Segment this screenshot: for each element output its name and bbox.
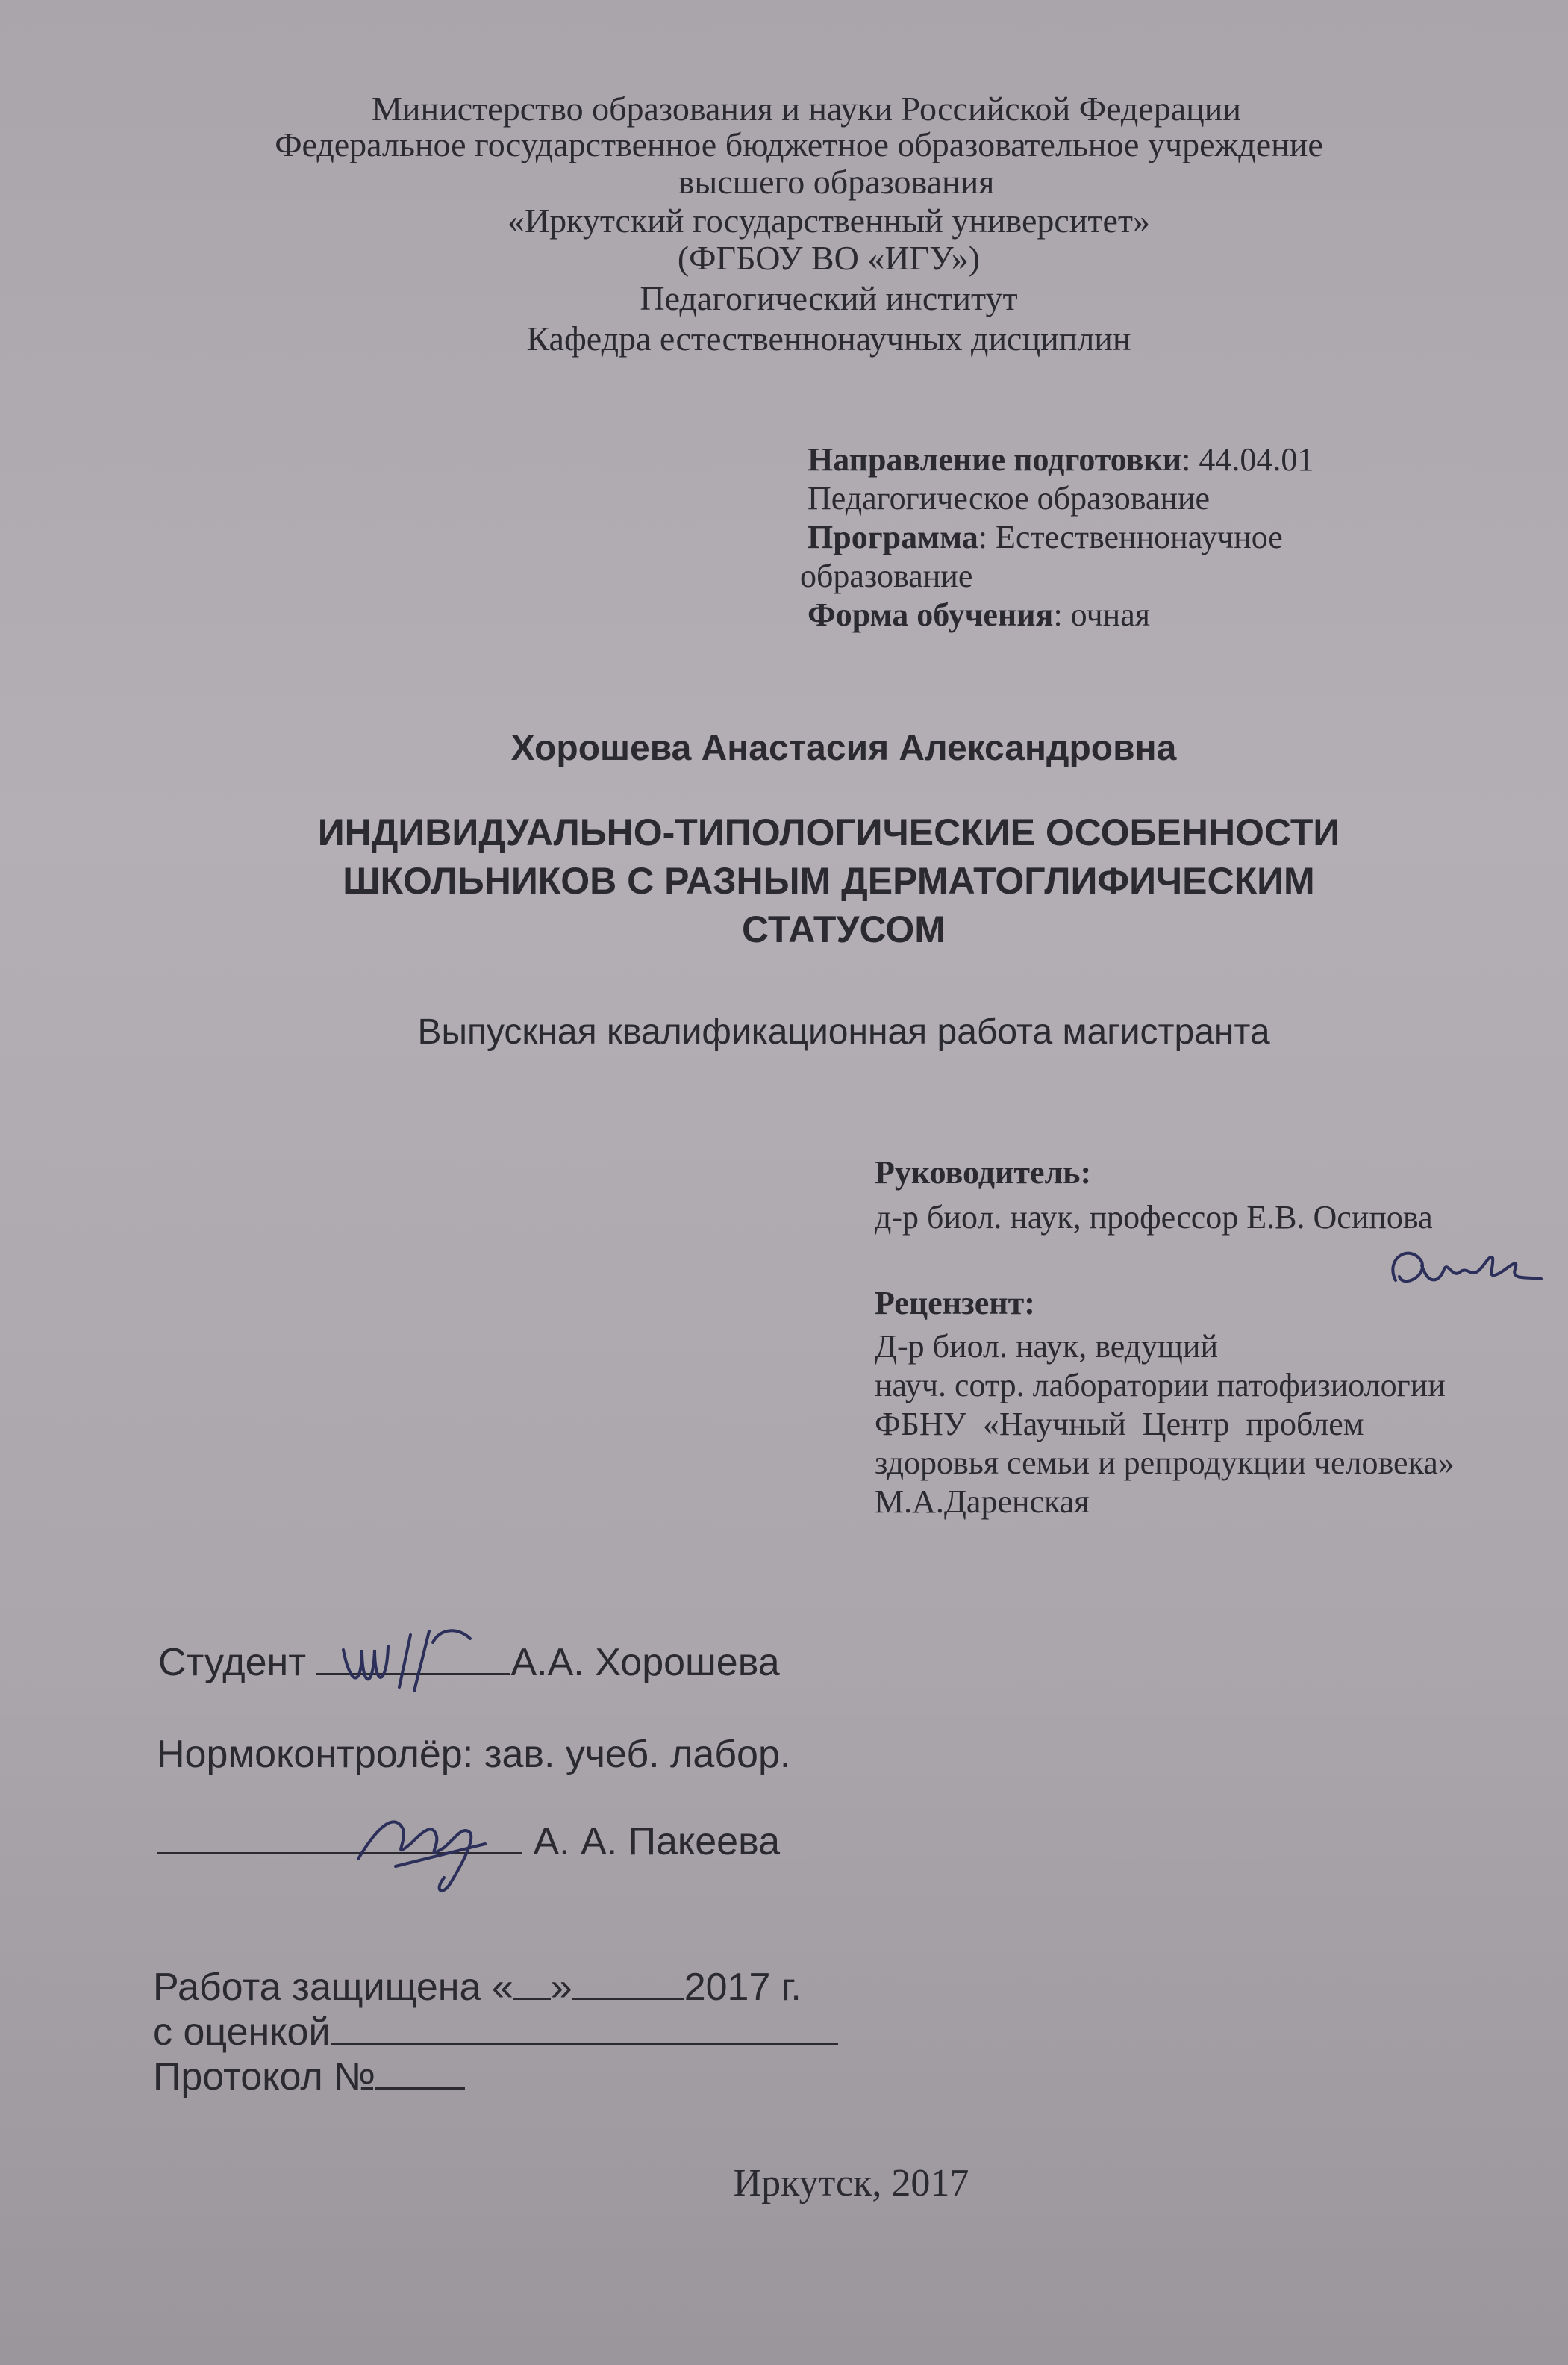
institution-line: Федеральное государственное бюджетное образовательное учреждение (275, 125, 1323, 163)
author-name: Хорошева Анастасия Александровна (510, 729, 1177, 768)
program-line (808, 518, 1314, 557)
ministry-line: Министерство образования и науки Российской Федерации (372, 90, 1241, 128)
defense-month-blank (572, 1965, 684, 2000)
department-line: Кафедра естественнонаучных дисциплин (526, 320, 1131, 358)
direction-label: Направление подготовки (808, 441, 1182, 478)
direction-name: Педагогическое образование (808, 480, 1211, 517)
reviewer-line-4: здоровья семьи и репродукции человека» (875, 1445, 1455, 1481)
protocol-line (153, 2053, 465, 2101)
grade-blank (331, 2010, 838, 2045)
reviewer-line-3: ФБНУ «Научный Центр проблем (875, 1406, 1364, 1442)
defense-year: 2017 г. (684, 1966, 802, 2009)
grade-line (153, 2008, 838, 2056)
defense-mid: » (550, 1966, 572, 2009)
study-form-line (808, 596, 1314, 635)
work-type: Выпускная квалификационная работа магистранта (417, 1012, 1270, 1052)
thesis-title-line-1: ИНДИВИДУАЛЬНО-ТИПОЛОГИЧЕСКИЕ ОСОБЕННОСТИ (317, 811, 1340, 853)
study-form-value: : очная (1053, 596, 1150, 633)
defense-line (153, 1963, 802, 2011)
reviewer-line-5: М.А.Даренская (875, 1483, 1090, 1520)
supervisor-block (875, 1153, 1433, 1237)
program-block (800, 440, 1314, 635)
thesis-title-line-3: СТАТУСОМ (742, 909, 946, 950)
supervisor-label: Руководитель: (875, 1154, 1092, 1191)
thesis-title-line-2: ШКОЛЬНИКОВ С РАЗНЫМ ДЕРМАТОГЛИФИЧЕСКИМ (343, 860, 1315, 902)
student-signature (328, 1620, 478, 1702)
defense-prefix: Работа защищена « (153, 1966, 513, 2009)
student-name: А.А. Хорошева (510, 1641, 780, 1684)
study-form-label: Форма обучения (808, 596, 1054, 633)
reviewer-block (875, 1284, 1455, 1521)
defense-day-blank (513, 1965, 551, 2000)
direction-code: : 44.04.01 (1181, 441, 1314, 478)
city-year: Иркутск, 2017 (733, 2162, 969, 2204)
program-label: Программа (808, 519, 978, 555)
education-level-line: высшего образования (678, 163, 995, 201)
protocol-blank (375, 2054, 465, 2090)
program-value: : Естественнонаучное (978, 519, 1283, 555)
normcontrol-signature (351, 1792, 493, 1904)
normcontrol-name: А. А. Пакеева (533, 1820, 781, 1863)
reviewer-label: Рецензент: (875, 1285, 1035, 1321)
program-value-continued: образование (800, 558, 973, 594)
reviewer-line-1: Д-р биол. наук, ведущий (875, 1328, 1219, 1365)
grade-label: с оценкой (153, 2010, 331, 2054)
university-abbr-line: (ФГБОУ ВО «ИГУ») (677, 239, 981, 277)
direction-line (808, 440, 1314, 479)
supervisor-value: д-р биол. наук, профессор Е.В. Осипова (875, 1199, 1433, 1236)
university-name-line: «Иркутский государственный университет» (507, 202, 1151, 240)
institute-line: Педагогический институт (640, 279, 1018, 317)
protocol-label: Протокол № (153, 2055, 375, 2098)
reviewer-line-2: науч. сотр. лаборатории патофизиологии (875, 1367, 1446, 1403)
normcontrol-label: Нормоконтролёр: зав. учеб. лабор. (157, 1733, 791, 1776)
student-label: Студент (158, 1641, 307, 1684)
